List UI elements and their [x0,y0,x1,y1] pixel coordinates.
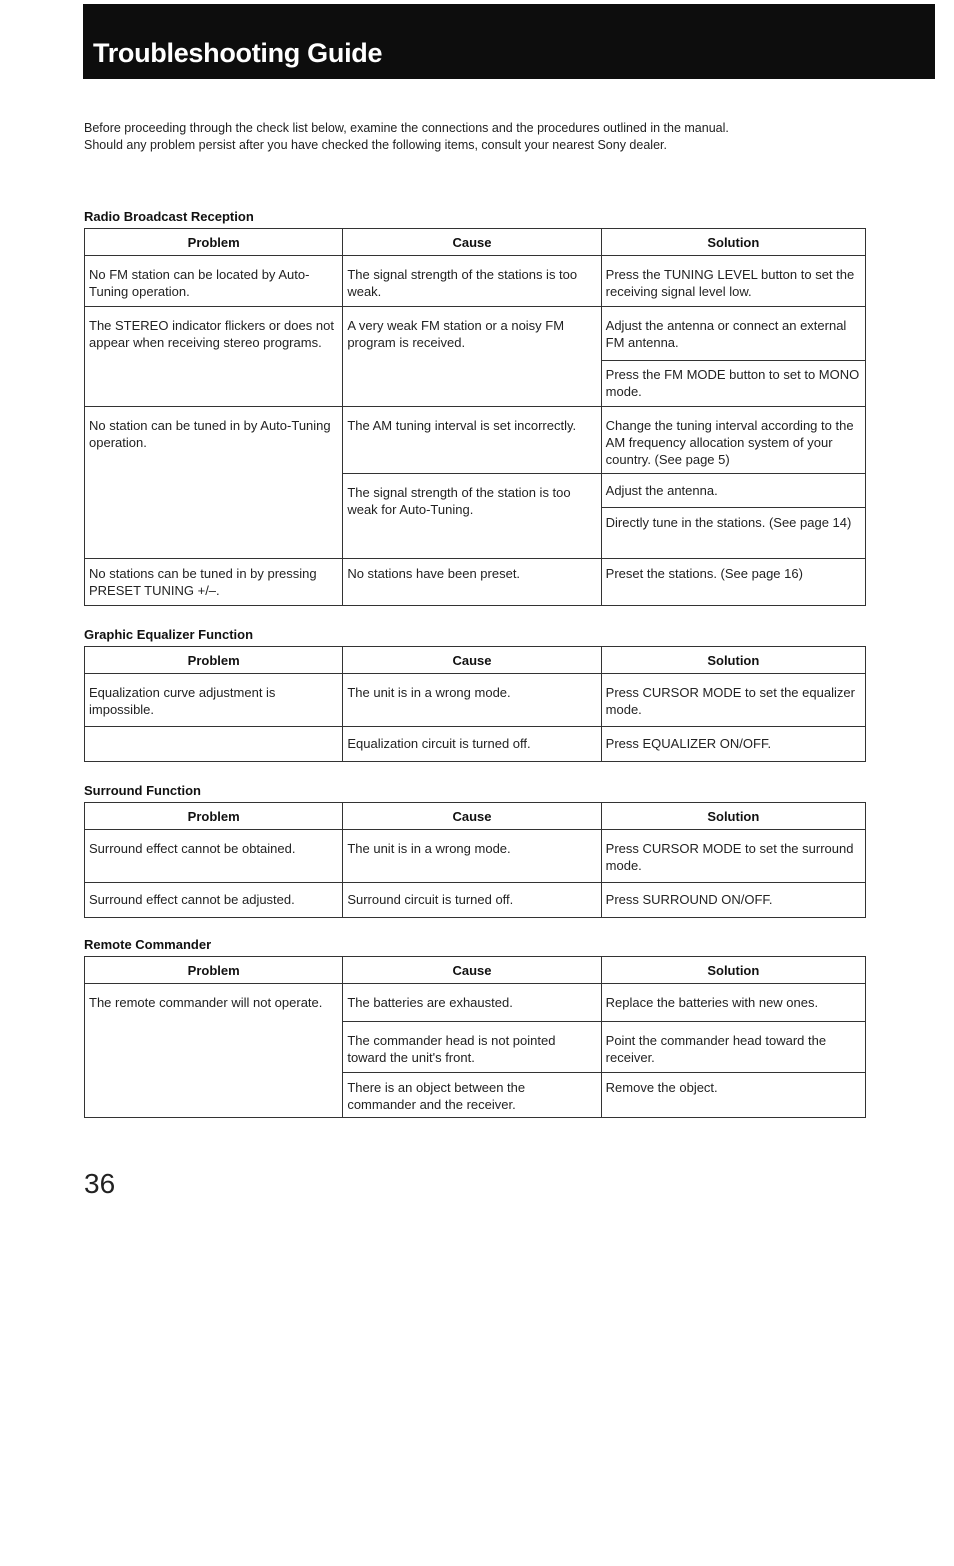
solution-cell: Preset the stations. (See page 16) [601,559,865,606]
column-header-solution: Solution [601,803,865,830]
problem-cell: No station can be tuned in by Auto-Tuning operation. [85,407,343,559]
section-surround [84,784,866,918]
solution-cell: Press CURSOR MODE to set the surround mode. [601,830,865,883]
section-heading-equalizer: Graphic Equalizer Function [84,627,254,642]
table-radio [84,228,866,606]
cause-cell: The batteries are exhausted. [343,984,601,1022]
table-surround [84,802,866,918]
column-header-problem: Problem [85,957,343,984]
solution-cell: Adjust the antenna or connect an external FM antenna. [601,307,865,361]
solution-cell: Change the tuning interval according to the AM frequency allocation system of your country. (See page 5) [601,407,865,474]
cause-cell: The unit is in a wrong mode. [343,674,601,727]
title-banner [83,4,935,79]
solution-cell: Press EQUALIZER ON/OFF. [601,727,865,762]
solution-cell: Adjust the antenna. [601,474,865,508]
column-header-solution: Solution [601,647,865,674]
problem-cell: No FM station can be located by Auto-Tuning operation. [85,256,343,307]
cause-cell: No stations have been preset. [343,559,601,606]
column-header-problem: Problem [85,229,343,256]
intro-line-2: Should any problem persist after you have checked the following items, consult your nearest Sony dealer. [84,138,667,152]
table-row [85,984,866,1022]
column-header-solution: Solution [601,229,865,256]
solution-cell: Remove the object. [601,1073,865,1118]
table-row [85,674,866,727]
column-header-cause: Cause [343,957,601,984]
solution-cell: Press SURROUND ON/OFF. [601,883,865,918]
problem-cell: Equalization curve adjustment is impossible. [85,674,343,727]
cause-cell: The unit is in a wrong mode. [343,830,601,883]
table-row [85,559,866,606]
cause-cell: The signal strength of the station is too weak for Auto-Tuning. [343,474,601,559]
column-header-cause: Cause [343,647,601,674]
table-header-row [85,803,866,830]
solution-cell: Press CURSOR MODE to set the equalizer mode. [601,674,865,727]
table-header-row [85,957,866,984]
table-header-row [85,229,866,256]
problem-cell: The remote commander will not operate. [85,984,343,1118]
table-row [85,830,866,883]
solution-cell: Press the FM MODE button to set to MONO mode. [601,361,865,407]
section-radio [84,210,866,606]
cause-cell: A very weak FM station or a noisy FM program is received. [343,307,601,407]
table-remote [84,956,866,1118]
table-row [85,883,866,918]
cause-cell: The AM tuning interval is set incorrectly. [343,407,601,474]
column-header-cause: Cause [343,803,601,830]
solution-cell: Point the commander head toward the receiver. [601,1022,865,1073]
intro-line-1: Before proceeding through the check list below, examine the connections and the procedures outlined in the manual. [84,121,729,135]
problem-cell: Surround effect cannot be adjusted. [85,883,343,918]
table-equalizer [84,646,866,762]
section-remote [84,938,866,1118]
column-header-problem: Problem [85,803,343,830]
table-row [85,307,866,361]
cause-cell: The commander head is not pointed toward the unit's front. [343,1022,601,1073]
section-heading-radio: Radio Broadcast Reception [84,209,254,224]
table-row [85,727,866,762]
column-header-solution: Solution [601,957,865,984]
problem-cell: The STEREO indicator flickers or does not appear when receiving stereo programs. [85,307,343,407]
solution-cell: Press the TUNING LEVEL button to set the receiving signal level low. [601,256,865,307]
problem-cell: No stations can be tuned in by pressing PRESET TUNING +/–. [85,559,343,606]
solution-cell: Replace the batteries with new ones. [601,984,865,1022]
section-heading-surround: Surround Function [84,783,201,798]
cause-cell: The signal strength of the stations is too weak. [343,256,601,307]
table-header-row [85,647,866,674]
table-row [85,407,866,474]
page-number: 36 [84,1168,116,1199]
column-header-problem: Problem [85,647,343,674]
problem-cell: Surround effect cannot be obtained. [85,830,343,883]
section-equalizer [84,628,866,762]
column-header-cause: Cause [343,229,601,256]
solution-cell: Directly tune in the stations. (See page 14) [601,508,865,559]
problem-cell [85,727,343,762]
intro-text [84,120,884,154]
cause-cell: Surround circuit is turned off. [343,883,601,918]
table-row [85,256,866,307]
page-title: Troubleshooting Guide [93,38,383,68]
cause-cell: There is an object between the commander and the receiver. [343,1073,601,1118]
cause-cell: Equalization circuit is turned off. [343,727,601,762]
section-heading-remote: Remote Commander [84,937,212,952]
